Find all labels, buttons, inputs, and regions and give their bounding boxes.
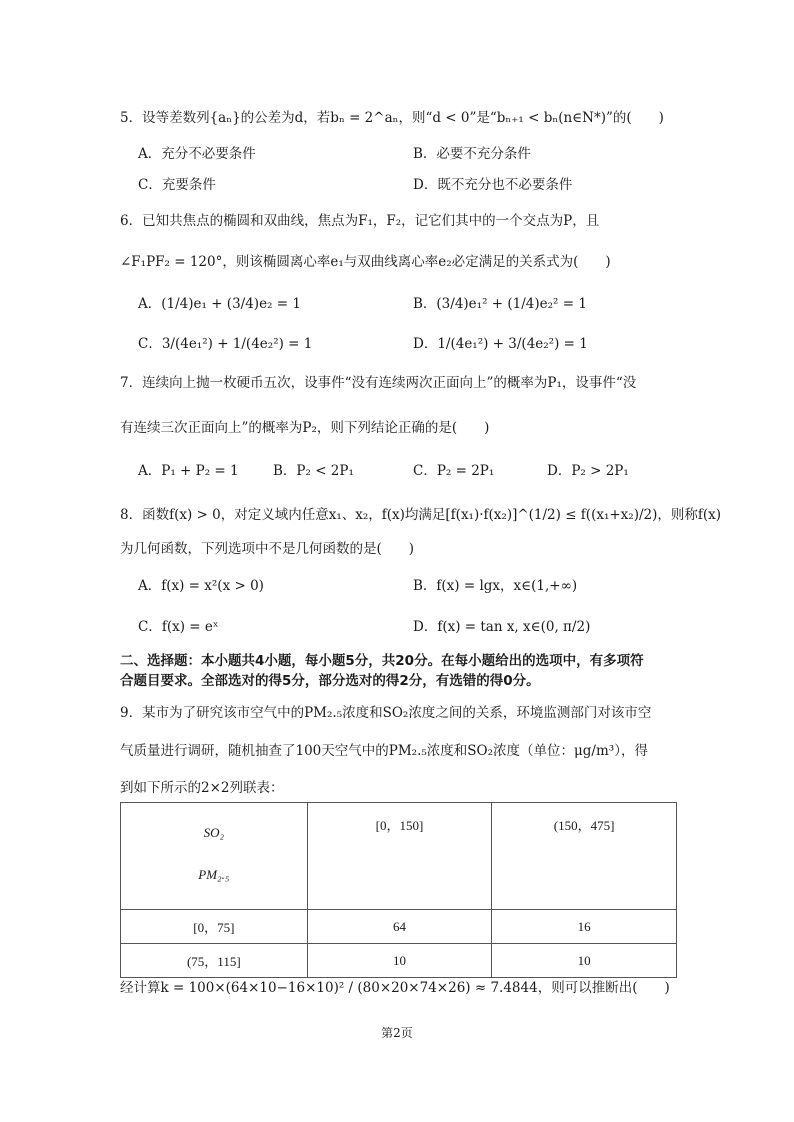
section2-instructions-line1: 二、选择题：本小题共4小题，每小题5分，共20分。在每小题给出的选项中，有多项符 [120,653,644,669]
q6-option-b: B．(3/4)e₁² + (1/4)e₂² = 1 [413,296,587,312]
q7-option-b: B．P₂ < 2P₁ [273,463,354,479]
table-row [121,910,677,944]
q5-stem: 5．设等差数列{aₙ}的公差为d，若bₙ = 2^aₙ，则“d < 0”是“bₙ₊₁ < bₙ(n∈N*)”的( ) [120,110,664,126]
q8-stem-line2: 为几何函数，下列选项中不是几何函数的是( ) [120,541,415,557]
q6-option-a: A．(1/4)e₁ + (3/4)e₂ = 1 [138,296,301,312]
q7-stem-line1: 7．连续向上抛一枚硬币五次，设事件“没有连续两次正面向上”的概率为P₁，设事件“没 [120,375,637,391]
q7-stem-line2: 有连续三次正面向上”的概率为P₂，则下列结论正确的是( ) [120,420,490,436]
header-so2-range-2: (150，475] [492,803,677,910]
q9-stem-line3: 到如下所示的2×2列联表： [120,780,284,796]
contingency-table [120,802,677,978]
q6-stem-line2: ∠F₁PF₂ = 120°，则该椭圆离心率e₁与双曲线离心率e₂必定满足的关系式为( ) [120,254,611,270]
q9-stem-line2: 气质量进行调研，随机抽查了100天空气中的PM₂.₅浓度和SO₂浓度（单位：μg/m³），得 [120,743,648,759]
table-cell: 64 [307,910,492,944]
section2-instructions-line2: 合题目要求。全部选对的得5分，部分选对的得2分，有选错的得0分。 [120,673,540,689]
row-label: (75，115] [121,944,308,978]
q5-option-d: D．既不充分也不必要条件 [413,177,573,193]
q9-calculation: 经计算k = 100×(64×10−16×10)² / (80×20×74×26) ≈ 7.4844，则可以推断出( ) [120,980,670,996]
q7-option-d: D．P₂ > 2P₁ [547,463,629,479]
q7-option-c: C．P₂ = 2P₁ [413,463,495,479]
q7-option-a: A．P₁ + P₂ = 1 [138,463,239,479]
q6-option-c: C．3/(4e₁²) + 1/(4e₂²) = 1 [138,336,313,352]
q8-option-d: D．f(x) = tan x, x∈(0, π/2) [413,619,591,635]
header-so2-label: SO₂ [203,825,225,840]
q8-option-b: B．f(x) = lgx，x∈(1,+∞) [413,578,578,594]
header-pm25-label: PM₂.₅ [198,867,230,882]
q6-stem-line1: 6．已知共焦点的椭圆和双曲线，焦点为F₁，F₂，记它们其中的一个交点为P，且 [120,213,600,229]
q6-option-d: D．1/(4e₁²) + 3/(4e₂²) = 1 [413,336,588,352]
q8-option-c: C．f(x) = eˣ [138,619,219,635]
q5-option-a: A．充分不必要条件 [138,146,256,162]
q5-option-b: B．必要不充分条件 [413,146,531,162]
page-number: 第2页 [381,1026,413,1040]
q5-option-c: C．充要条件 [138,177,216,193]
q8-option-a: A．f(x) = x²(x > 0) [138,578,264,594]
q8-stem-line1: 8．函数f(x) > 0，对定义域内任意x₁、x₂，f(x)均满足[f(x₁)·f(x₂)]^(1/2) ≤ f((x₁+x₂)/2)，则称f(x) [120,507,722,523]
row-label: [0，75] [121,910,308,944]
table-cell: 10 [307,944,492,978]
table-cell: 10 [492,944,677,978]
table-header-corner [121,803,308,910]
table-row [121,944,677,978]
table-cell: 16 [492,910,677,944]
q9-stem-line1: 9．某市为了研究该市空气中的PM₂.₅浓度和SO₂浓度之间的关系，环境监测部门对该市空 [120,705,652,721]
header-so2-range-1: [0，150] [307,803,492,910]
